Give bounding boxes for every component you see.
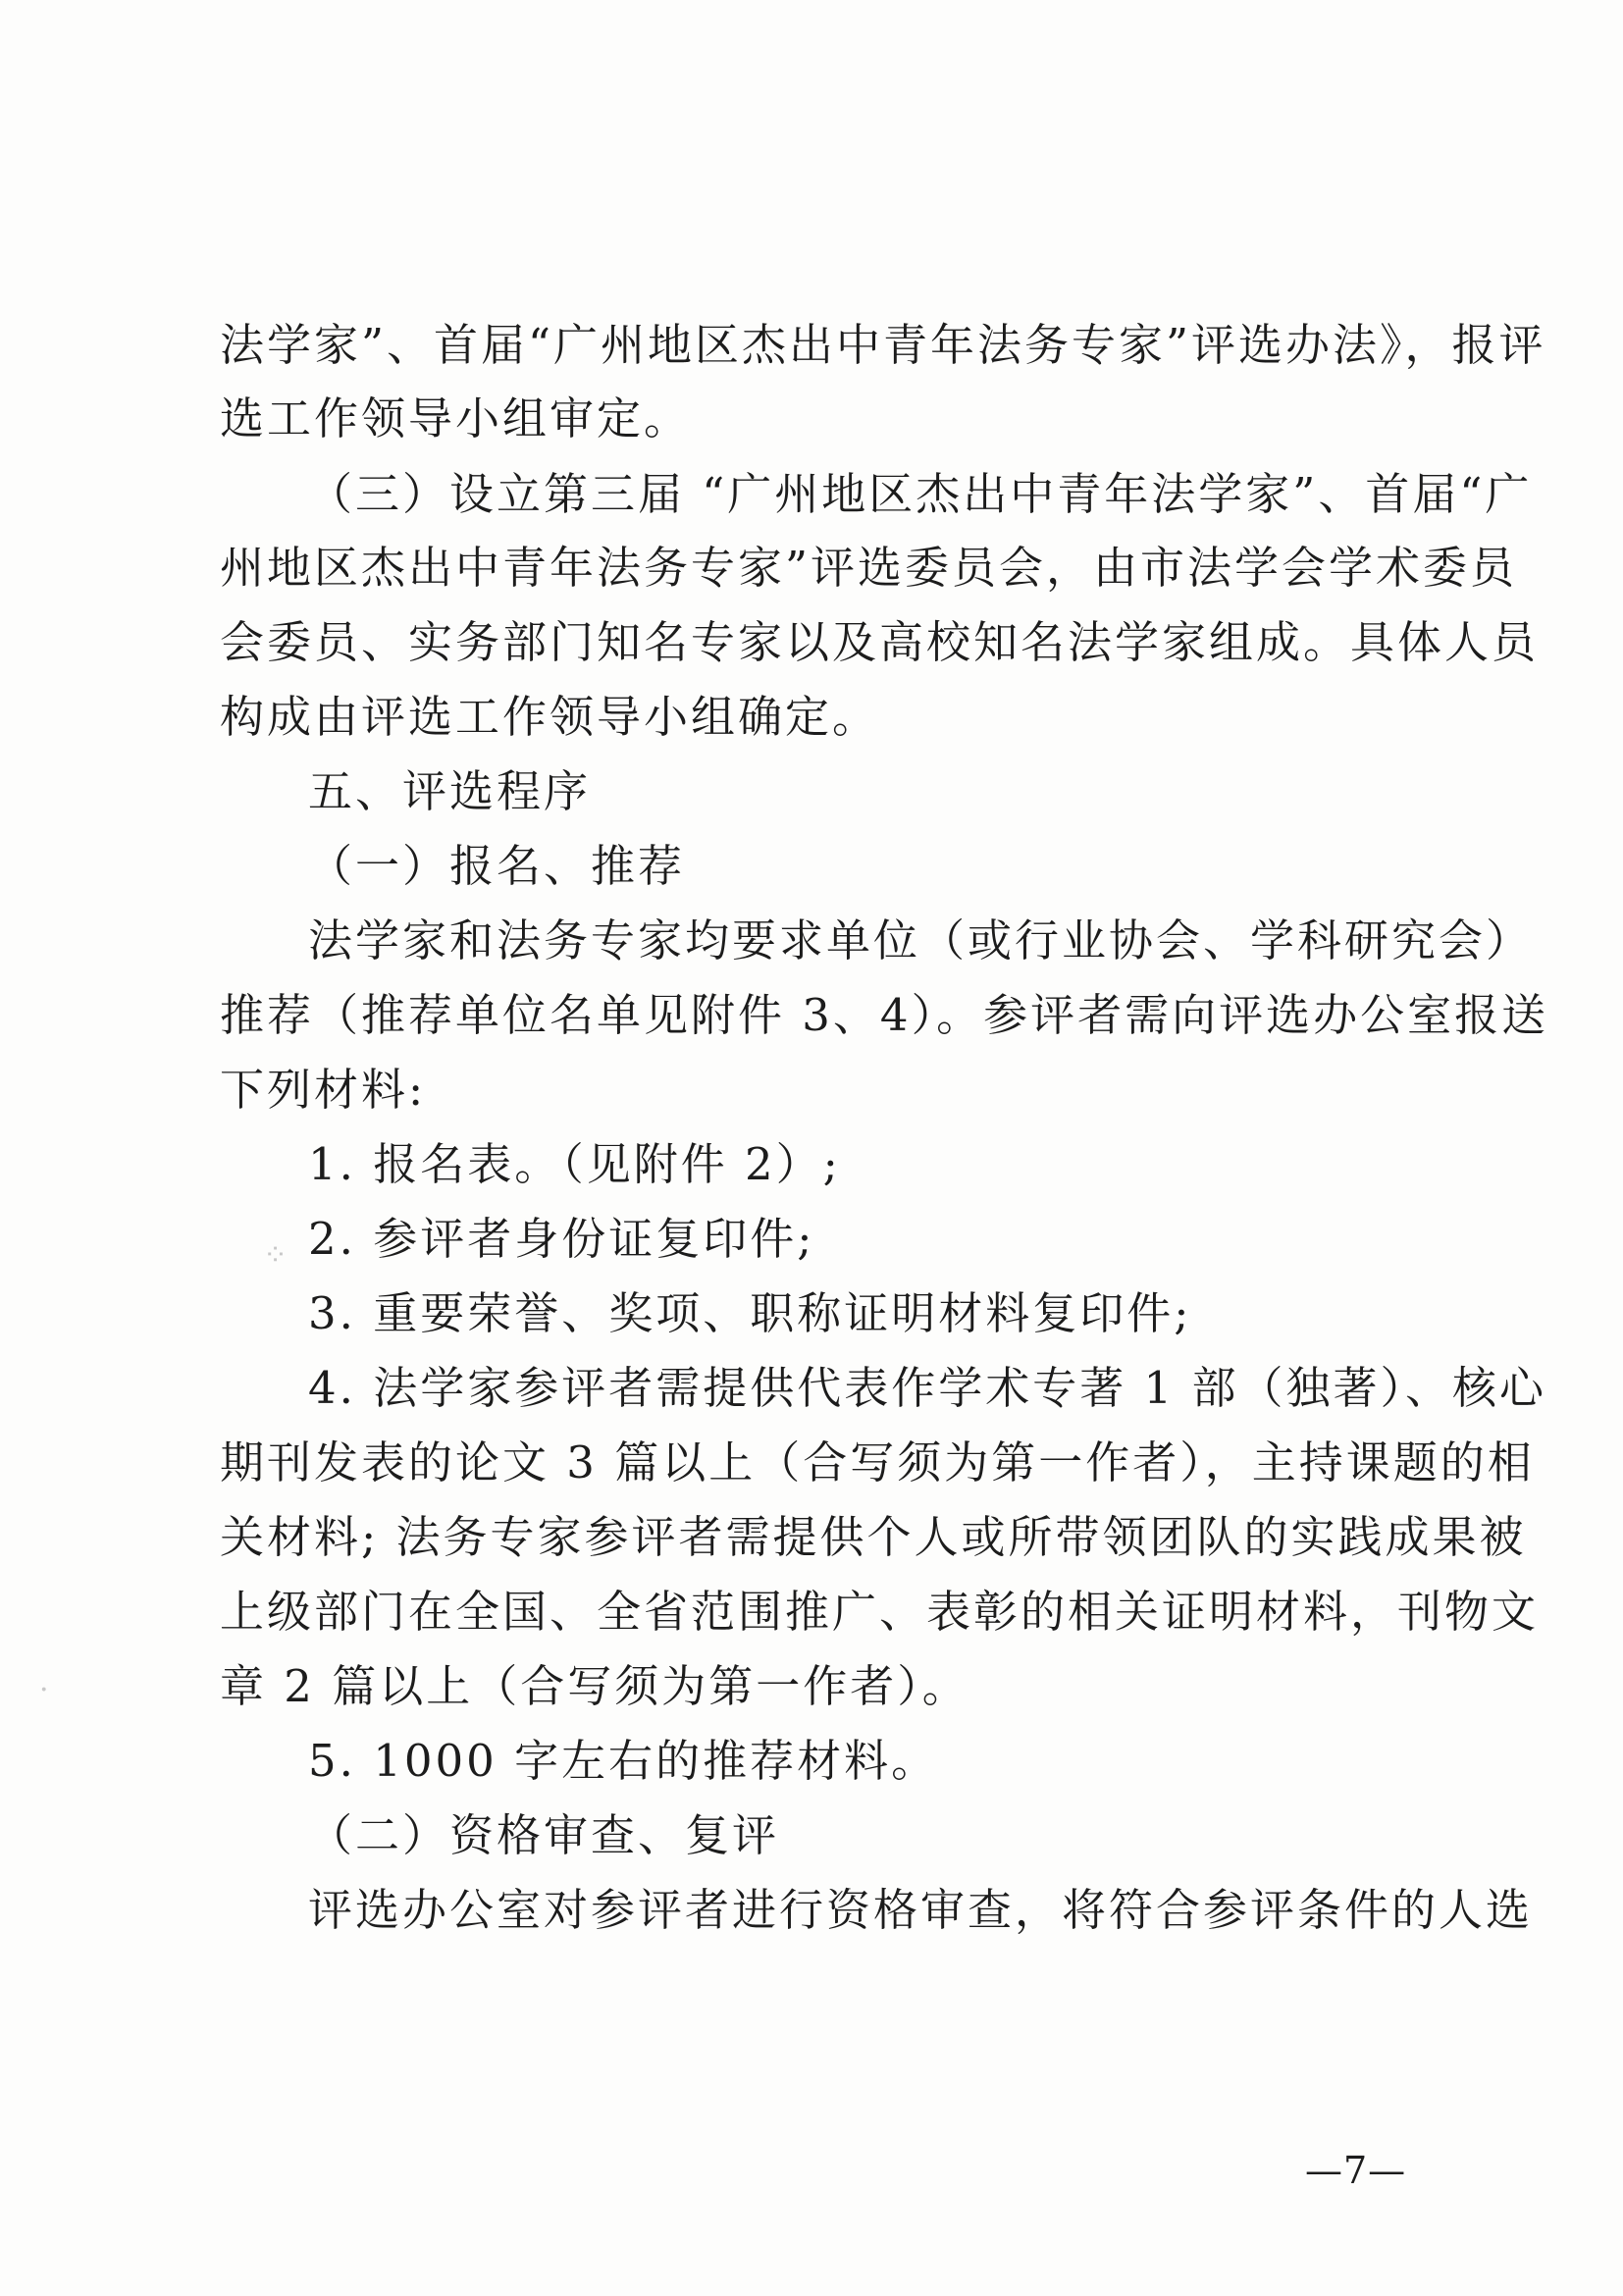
scan-speck: ·: [39, 1673, 49, 1707]
section-heading: 五、评选程序: [308, 765, 592, 817]
list-item-4-line-4: 上级部门在全国、全省范围推广、表彰的相关证明材料，刊物文: [220, 1586, 1540, 1638]
body-line-2: 选工作领导小组审定。: [220, 392, 692, 444]
subheading-1: （一）报名、推荐: [308, 840, 686, 892]
body-line-5: 会委员、实务部门知名专家以及高校知名法学家组成。具体人员: [220, 616, 1540, 668]
body-line-11: 下列材料:: [220, 1064, 427, 1116]
body-line-10: 推荐（推荐单位名单见附件 3、4）。参评者需向评选办公室报送: [220, 989, 1549, 1041]
list-item-1: 1. 报名表。（见附件 2）;: [308, 1138, 841, 1190]
list-item-3: 3. 重要荣誉、奖项、职称证明材料复印件;: [308, 1287, 1192, 1339]
scan-speck: ⁘: [263, 1238, 288, 1273]
body-line-1: 法学家”、首届“广州地区杰出中青年法务专家”评选办法》，报评: [220, 319, 1546, 371]
body-line-9: 法学家和法务专家均要求单位（或行业协会、学科研究会）: [308, 914, 1534, 966]
list-item-5: 5. 1000 字左右的推荐材料。: [308, 1735, 939, 1787]
page-number: —7—: [1305, 2149, 1407, 2192]
list-item-4-line-2: 期刊发表的论文 3 篇以上（合写须为第一作者），主持课题的相: [220, 1436, 1535, 1488]
list-item-4-line-1: 4. 法学家参评者需提供代表作学术专著 1 部（独著）、核心: [308, 1362, 1546, 1414]
body-line-6: 构成由评选工作领导小组确定。: [220, 691, 880, 743]
body-line-4: 州地区杰出中青年法务专家”评选委员会，由市法学会学术委员: [220, 542, 1518, 594]
body-line-22: 评选办公室对参评者进行资格审查，将符合参评条件的人选: [308, 1884, 1534, 1936]
list-item-2: 2. 参评者身份证复印件;: [308, 1213, 815, 1265]
list-item-4-line-3: 关材料; 法务专家参评者需提供个人或所带领团队的实践成果被: [220, 1511, 1527, 1563]
list-item-4-line-5: 章 2 篇以上（合写须为第一作者）。: [220, 1660, 969, 1712]
body-line-3: （三）设立第三届 “广州地区杰出中青年法学家”、首届“广: [308, 468, 1533, 520]
subheading-2: （二）资格审查、复评: [308, 1809, 780, 1861]
